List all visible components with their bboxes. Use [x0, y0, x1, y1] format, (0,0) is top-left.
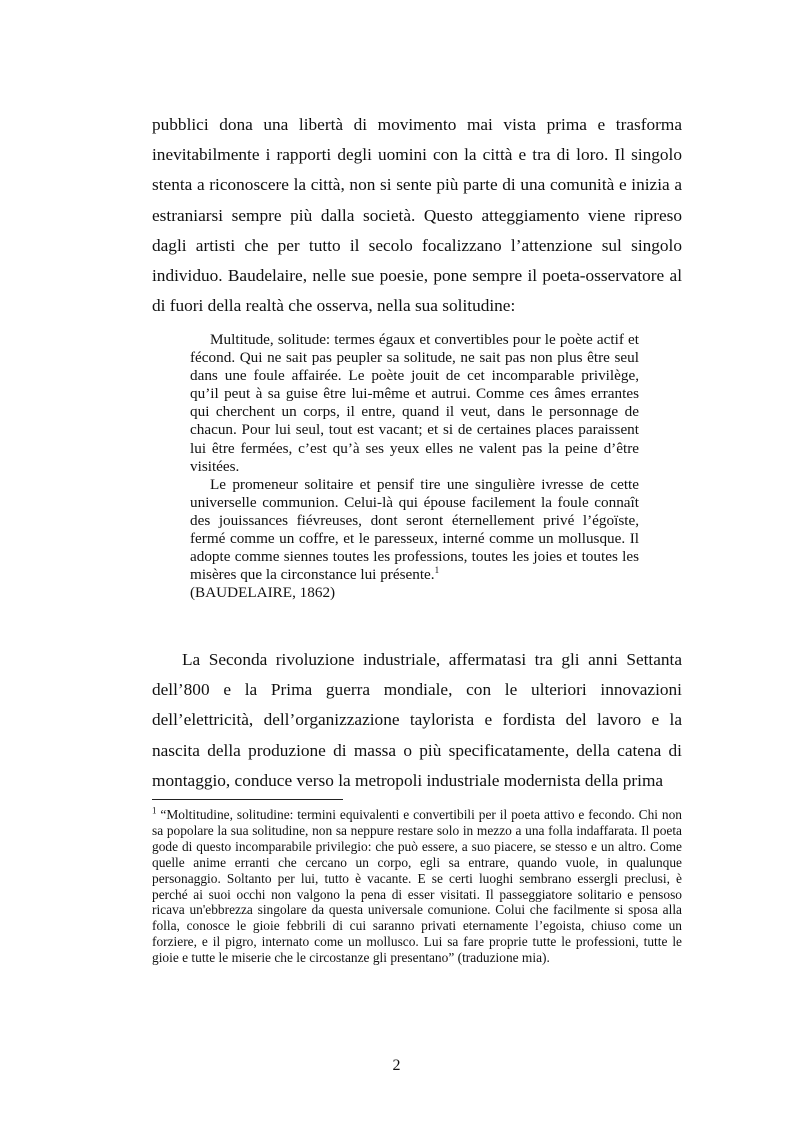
footnote-text: “Moltitudine, solitudine: termini equivalenti e convertibili per il poeta attivo e fecondo. Chi non sa popolare la sua solitudine, non sa neppure restare solo in mezzo a una folla indaffarata. Il poeta gode di questo incomparabile privilegio: che può essere, a suo piacere, se stesso e un altro. Come quelle anime erranti che cercano un corpo, egli sa entrare, quando vuole, in qualunque personaggio. Soltanto per lui, tutto è vacante. E se certi luoghi sembrano essergli preclusi, è perché ai suoi occhi non valgono la pena di esser visitati. Il passeggiatore solitario e pensoso ricava un'ebbrezza singolare da questa universale comunione. Colui che facilmente si sposa alla folla, conosce le gioie febbrili di cui saranno privati eternamente l’egoista, chiuso come un forziere, e il pigro, internato come un mollusco. Lui sa fare proprie tutte le professioni, tutte le gioie e tutte le miserie che le circostanze gli presentano” (traduzione mia). [152, 807, 682, 966]
quote-paragraph-2 [190, 476, 639, 603]
block-quote [190, 331, 639, 602]
footnote-number: 1 [152, 805, 157, 816]
body-paragraph-1: pubblici dona una libertà di movimento mai vista prima e trasforma inevitabilmente i rapporti degli uomini con la città e tra di loro. Il singolo stenta a riconoscere la città, non si sente più parte di una comunità e inizia a estraniarsi sempre più dalla società. Questo atteggiamento viene ripreso dagli artisti che per tutto il secolo focalizzano l’attenzione sul singolo individuo. Baudelaire, nelle sue poesie, pone sempre il poeta-osservatore al di fuori della realtà che osserva, nella sua solitudine: [152, 115, 682, 316]
quote-paragraph-1: Multitude, solitude: termes égaux et convertibles pour le poète actif et fécond. Qui ne sait pas peupler sa solitude, ne sait pas non plus être seul dans une foule affairée. Le poète jouit de cet incomparable privilège, qu’il peut à sa guise être lui-même et autrui. Comme ces âmes errantes qui cherchent un corps, il entre, quand il veut, dans le personnage de chacun. Pour lui seul, tout est vacant; et si de certaines places paraissent lui être fermées, c’est qu’à ses yeux elles ne valent pas la peine d’être visitées. [190, 331, 639, 475]
page-number: 2 [392, 1057, 401, 1074]
footnote [152, 807, 682, 966]
body-paragraph-2: La Seconda rivoluzione industriale, affermatasi tra gli anni Settanta dell’800 e la Prima guerra mondiale, con le ulteriori innovazioni dell’elettricità, dell’organizzazione taylorista e fordista del lavoro e la nascita della produzione di massa o più specificatamente, della catena di montaggio, conduce verso la metropoli industriale modernista della prima [152, 650, 682, 790]
footnote-separator [152, 799, 343, 800]
quote-paragraph-2-text: Le promeneur solitaire et pensif tire une singulière ivresse de cette universelle communion. Celui-là qui épouse facilement la foule connaît des jouissances fiévreuses, dont seront éternellement privé l’égoïste, fermé comme un coffre, et le paresseux, interné comme un mollusque. Il adopte comme siennes toutes les professions, toutes les joies et toutes les misères que la circonstance lui présente. [190, 475, 639, 584]
quote-citation: (BAUDELAIRE, 1862) [190, 584, 336, 602]
footnote-reference[interactable]: 1 [434, 565, 440, 576]
